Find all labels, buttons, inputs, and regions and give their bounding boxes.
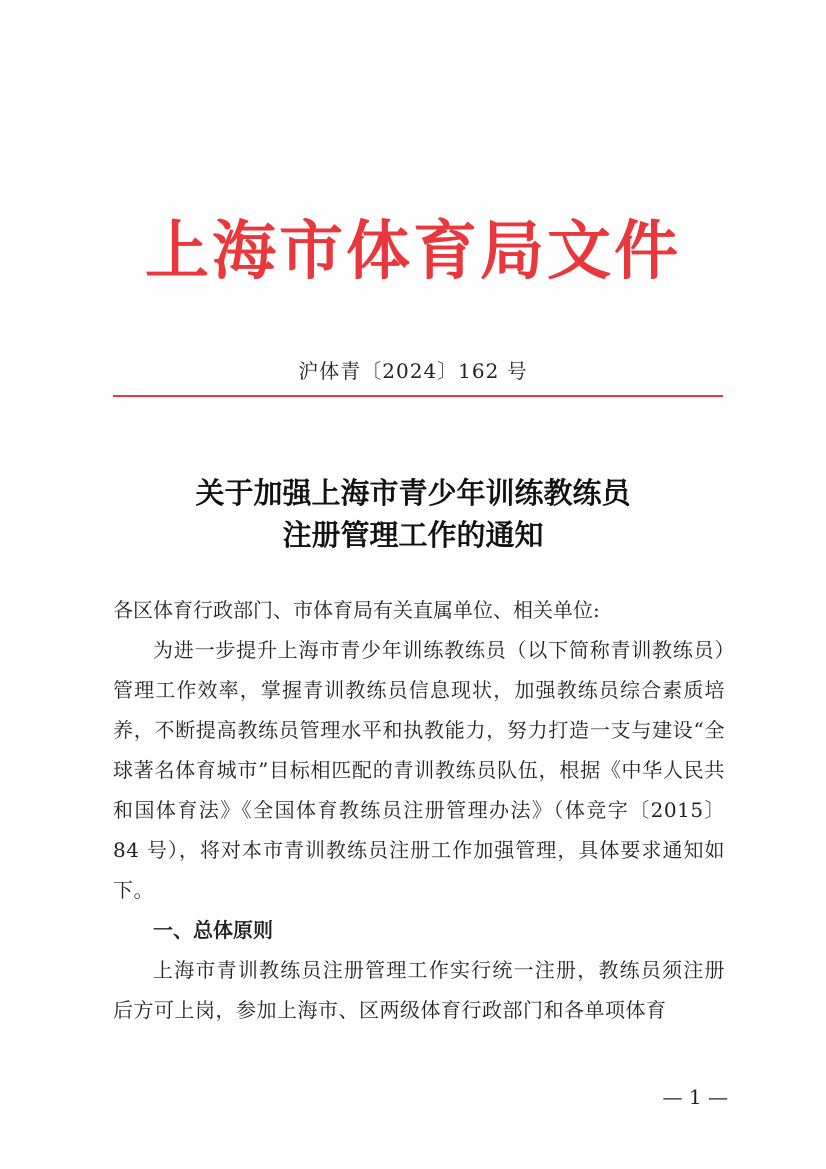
masthead-title: 上海市体育局文件 — [145, 214, 681, 289]
page-number: — 1 — — [662, 1085, 728, 1109]
notice-body — [113, 590, 725, 1030]
notice-title-line-2: 注册管理工作的通知 — [282, 518, 544, 552]
body-paragraph-2: 上海市青训教练员注册管理工作实行统一注册，教练员须注册后方可上岗，参加上海市、区两级体育行政部门和各单项体育 — [113, 958, 725, 1022]
notice-title-line-1: 关于加强上海市青少年训练教练员 — [195, 476, 631, 510]
red-separator-line — [113, 395, 723, 397]
document-number: 沪体青〔2024〕162 号 — [298, 359, 528, 383]
notice-title — [0, 472, 826, 556]
body-paragraph-1: 为进一步提升上海市青少年训练教练员（以下简称青训教练员）管理工作效率，掌握青训教练员信息现状，加强教练员综合素质培养，不断提高教练员管理水平和执教能力，努力打造一支与建设“全球著名体育城市”目标相匹配的青训教练员队伍，根据《中华人民共和国体育法》《全国体育教练员注册管理办法》（体竞字〔2015〕84 号），将对本市青训教练员注册工作加强管理，具体要求通知如下。 — [113, 638, 725, 902]
section-heading: 一、总体原则 — [153, 918, 273, 942]
salutation: 各区体育行政部门、市体育局有关直属单位、相关单位: — [113, 598, 600, 622]
